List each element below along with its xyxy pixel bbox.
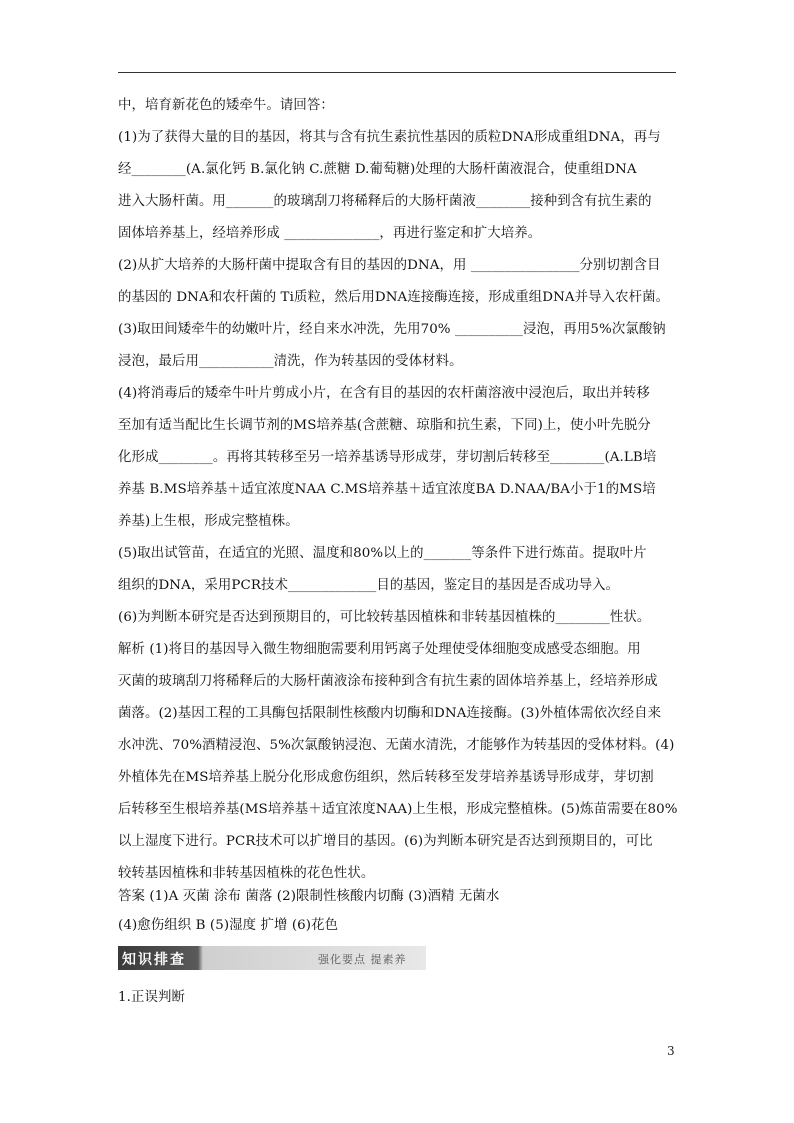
text-line: 组织的DNA，采用PCR技术_____________目的基因，鉴定目的基因是否成功导入。 <box>118 578 620 593</box>
analysis-line: 水冲洗、70%酒精浸泡、5%次氯酸钠浸泡、无菌水清洗，才能够作为转基因的受体材料。(4) <box>118 738 675 753</box>
text-line: 1.正误判断 <box>118 990 185 1005</box>
section-subtitle: 强化要点 提素养 <box>318 953 407 966</box>
text-line: (2)从扩大培养的大肠杆菌中提取含有目的基因的DNA，用 ________________分别切割含目 <box>118 258 661 273</box>
text-line: 浸泡，最后用___________清洗，作为转基因的受体材料。 <box>118 354 463 369</box>
text-line: 养基)上生根，形成完整植株。 <box>118 514 299 529</box>
text-line: (3)取田间矮牵牛的幼嫩叶片，经自来水冲洗，先用70% __________浸泡，再用5%次氯酸钠 <box>118 322 666 337</box>
analysis-line: 菌落。(2)基因工程的工具酶包括限制性核酸内切酶和DNA连接酶。(3)外植体需依次经自来 <box>118 706 662 721</box>
text-line: (6)为判断本研究是否达到预期目的，可比较转基因植株和非转基因植株的________性状。 <box>118 610 651 625</box>
text-line: 固体培养基上，经培养形成 ______________，再进行鉴定和扩大培养。 <box>118 226 542 241</box>
analysis-line: 后转移至生根培养基(MS培养基＋适宜浓度NAA)上生根，形成完整植株。(5)炼苗需要在80% <box>118 802 678 817</box>
analysis-line: 较转基因植株和非转基因植株的花色性状。 <box>118 866 375 881</box>
analysis-line: 解析 (1)将目的基因导入微生物细胞需要利用钙离子处理使受体细胞变成感受态细胞。用 <box>118 642 641 657</box>
section-title: 知识排查 <box>122 952 186 968</box>
text-line: 的基因的 DNA和农杆菌的 Ti质粒，然后用DNA连接酶连接，形成重组DNA并导入农杆菌。 <box>118 290 670 305</box>
text-line: 化形成________。再将其转移至另一培养基诱导形成芽，芽切割后转移至________(A.LB培 <box>118 450 657 465</box>
page-number: 3 <box>667 1044 675 1058</box>
text-line: 至加有适当配比生长调节剂的MS培养基(含蔗糖、琼脂和抗生素，下同)上，使小叶先脱分 <box>118 418 651 433</box>
section-banner <box>118 946 426 970</box>
analysis-line: 以上湿度下进行。PCR技术可以扩增目的基因。(6)为判断本研究是否达到预期目的，可比 <box>118 834 653 849</box>
answer-line: (4)愈伤组织 B (5)湿度 扩增 (6)花色 <box>118 918 339 933</box>
text-line: 中，培育新花色的矮牵牛。请回答： <box>118 98 334 113</box>
header-rule <box>118 72 676 73</box>
text-line: (1)为了获得大量的目的基因，将其与含有抗生素抗性基因的质粒DNA形成重组DNA，再与 <box>118 130 661 145</box>
text-line: (4)将消毒后的矮牵牛叶片剪成小片，在含有目的基因的农杆菌溶液中浸泡后，取出并转移 <box>118 386 650 401</box>
analysis-line: 灭菌的玻璃刮刀将稀释后的大肠杆菌液涂布接种到含有抗生素的固体培养基上，经培养形成 <box>118 674 658 689</box>
text-line: 进入大肠杆菌。用_______的玻璃刮刀将稀释后的大肠杆菌液________接种到含有抗生素的 <box>118 194 652 209</box>
text-line: 经________(A.氯化钙 B.氯化钠 C.蔗糖 D.葡萄糖)处理的大肠杆菌液混合，使重组DNA <box>118 162 637 177</box>
text-line: 养基 B.MS培养基＋适宜浓度NAA C.MS培养基＋适宜浓度BA D.NAA/BA小于1的MS培 <box>118 482 656 497</box>
text-line: (5)取出试管苗，在适宜的光照、温度和80%以上的_______等条件下进行炼苗。提取叶片 <box>118 546 647 561</box>
analysis-line: 外植体先在MS培养基上脱分化形成愈伤组织，然后转移至发芽培养基诱导形成芽，芽切割 <box>118 770 654 785</box>
answer-line: 答案 (1)A 灭菌 涂布 菌落 (2)限制性核酸内切酶 (3)酒精 无菌水 <box>118 889 500 904</box>
